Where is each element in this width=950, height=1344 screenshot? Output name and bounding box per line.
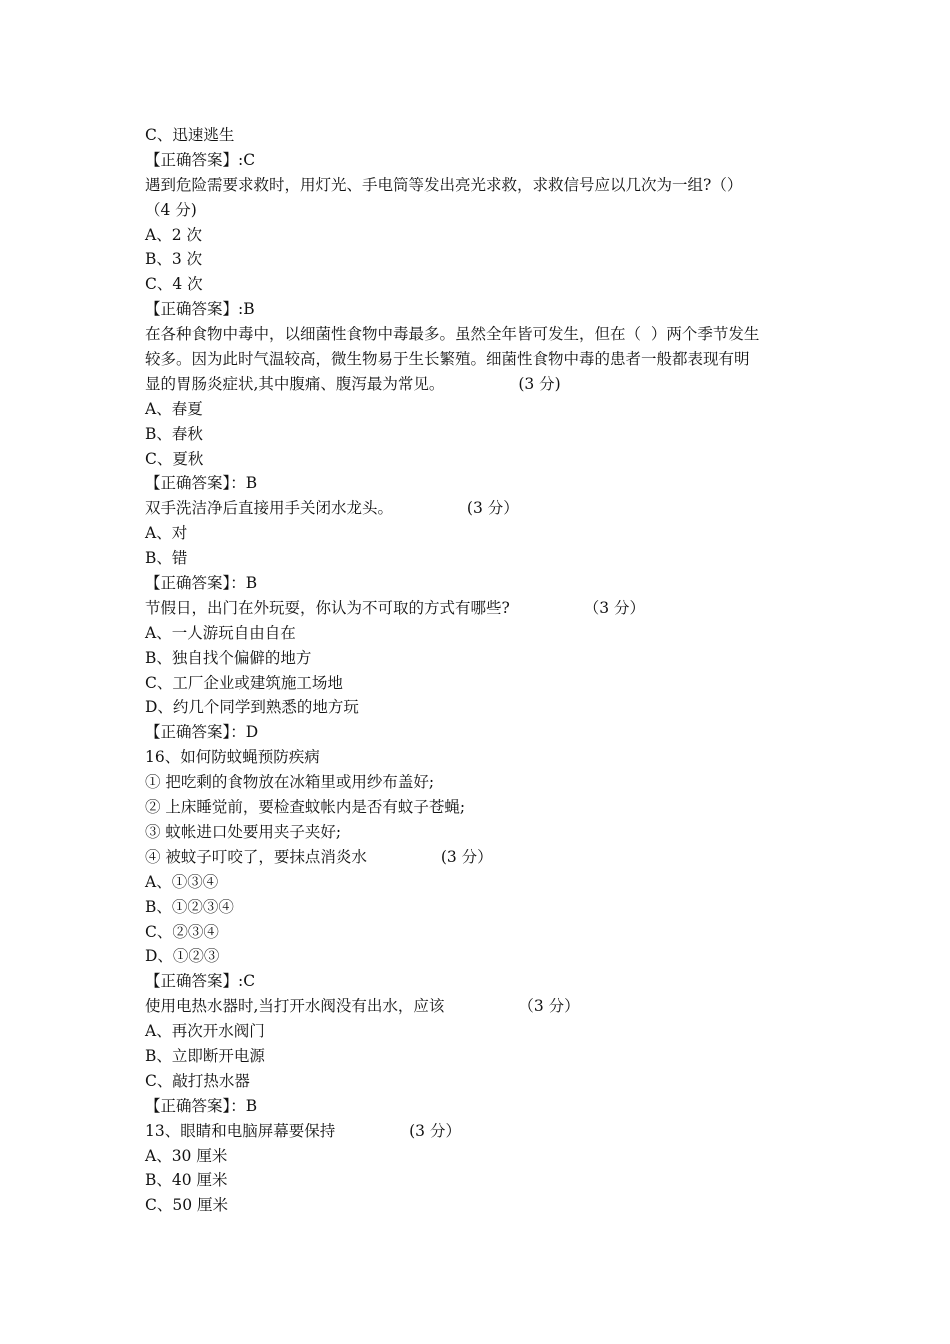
option-b: B、40 厘米 xyxy=(145,1171,228,1190)
option-d: D、①②③ xyxy=(145,947,220,966)
option-b: B、3 次 xyxy=(145,250,203,269)
question-food-poisoning-3: 显的胃肠炎症状,其中腹痛、腹泻最为常见。 (3 分) xyxy=(145,374,561,393)
option-a: A、再次开水阀门 xyxy=(145,1022,265,1041)
question-mosquito: 16、如何防蚊蝇预防疾病 xyxy=(145,748,320,767)
answer-line: 【正确答案】：D xyxy=(145,723,259,742)
option-c: C、夏秋 xyxy=(145,449,204,468)
answer-line: 【正确答案】：B xyxy=(145,1096,258,1115)
option-c: C、4 次 xyxy=(145,275,203,294)
option-c-escape: C、迅速逃生 xyxy=(145,126,235,144)
statement-2: ② 上床睡觉前，要检查蚊帐内是否有蚊子苍蝇; xyxy=(145,798,466,817)
option-a: A、①③④ xyxy=(145,872,219,891)
question-screen-distance: 13、眼睛和电脑屏幕要保持 (3 分） xyxy=(145,1121,461,1140)
option-b: B、立即断开电源 xyxy=(145,1046,265,1065)
option-a: A、30 厘米 xyxy=(145,1146,228,1165)
answer-line: 【正确答案】：B xyxy=(145,574,258,593)
option-a: A、春夏 xyxy=(145,399,203,418)
statement-3: ③ 蚊帐进口处要用夹子夹好; xyxy=(145,822,342,841)
question-food-poisoning-2: 较多。因为此时气温较高，微生物易于生长繁殖。细菌性食物中毒的患者一般都表现有明 xyxy=(145,350,750,369)
answer-line: 【正确答案】:C xyxy=(145,150,256,169)
statement-1: ① 把吃剩的食物放在冰箱里或用纱布盖好; xyxy=(145,773,435,792)
document-page xyxy=(145,123,810,1218)
option-b: B、①②③④ xyxy=(145,897,234,916)
option-b: B、春秋 xyxy=(145,424,203,443)
option-c: C、工厂企业或建筑施工场地 xyxy=(145,673,343,692)
answer-line: 【正确答案】:C xyxy=(145,972,256,991)
option-c: C、②③④ xyxy=(145,922,219,941)
option-c: C、50 厘米 xyxy=(145,1196,229,1215)
option-b: B、独自找个偏僻的地方 xyxy=(145,648,312,667)
answer-line: 【正确答案】：B xyxy=(145,474,258,493)
question-holiday: 节假日，出门在外玩耍，你认为不可取的方式有哪些? （3 分） xyxy=(145,598,646,617)
statement-4: ④ 被蚊子叮咬了，要抹点消炎水 (3 分） xyxy=(145,847,493,866)
option-d: D、约几个同学到熟悉的地方玩 xyxy=(145,698,359,717)
option-a: A、一人游玩自由自在 xyxy=(145,623,296,642)
option-a: A、对 xyxy=(145,524,188,543)
option-c: C、敲打热水器 xyxy=(145,1071,250,1090)
question-wash-hands: 双手洗洁净后直接用手关闭水龙头。 (3 分） xyxy=(145,499,519,518)
question-distress-signal: 遇到危险需要求救时，用灯光、手电筒等发出亮光求救，求救信号应以几次为一组?（） xyxy=(145,175,743,194)
option-a: A、2 次 xyxy=(145,225,202,244)
question-food-poisoning-1: 在各种食物中毒中，以细菌性食物中毒最多。虽然全年皆可发生，但在（ ）两个季节发生 xyxy=(145,325,760,344)
question-water-heater: 使用电热水器时,当打开水阀没有出水，应该 （3 分） xyxy=(145,997,580,1016)
answer-line: 【正确答案】:B xyxy=(145,300,255,319)
option-b: B、错 xyxy=(145,549,188,568)
question-score: （4 分) xyxy=(145,200,197,219)
